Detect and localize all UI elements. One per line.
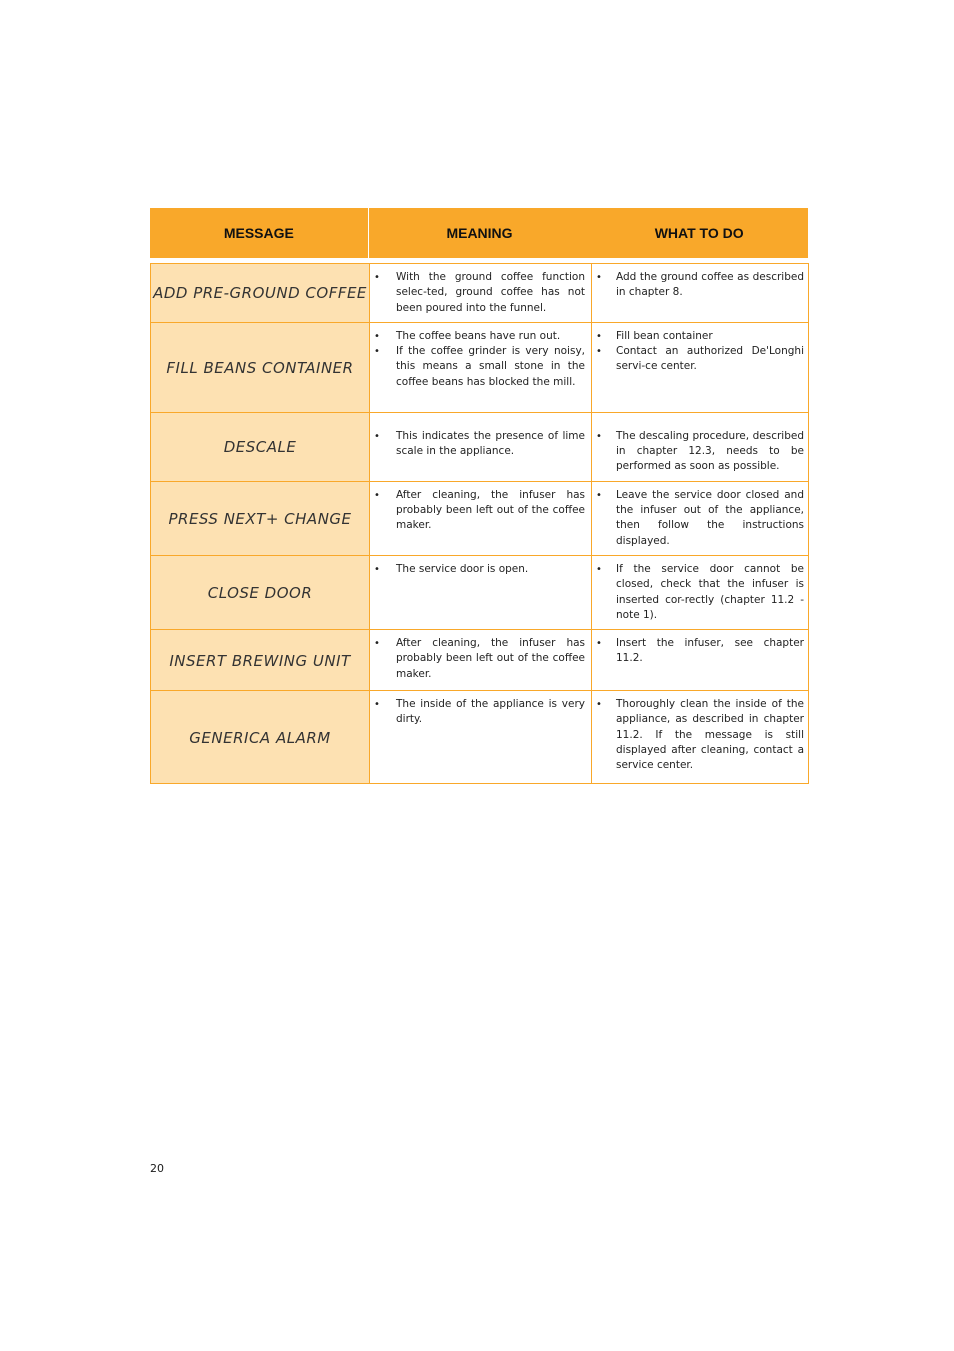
bullet-item: • Add the ground coffee as described in chapter 8. (592, 270, 804, 301)
display-message: ADD PRE-GROUND COFFEE (153, 284, 367, 303)
table-row (151, 264, 809, 323)
bullet-item: • If the service door cannot be closed, check that the infuser is inserted cor-rectly (chapter 11.2 - note 1). (592, 562, 804, 623)
display-message: DESCALE (223, 438, 297, 457)
bullet-list (592, 630, 808, 673)
message-cell (151, 481, 370, 555)
what-to-do-cell (592, 264, 809, 323)
bullet-list (592, 413, 808, 481)
display-message: GENERICA ALARM (189, 728, 331, 747)
meaning-cell (370, 264, 592, 323)
bullet-list (370, 630, 591, 688)
table-row (151, 481, 809, 555)
meaning-cell (370, 630, 592, 691)
meaning-cell (370, 691, 592, 784)
what-to-do-cell (592, 691, 809, 784)
bullet-list (592, 556, 808, 629)
table-row (151, 555, 809, 629)
meaning-cell (370, 322, 592, 412)
meaning-cell (370, 555, 592, 629)
table-row (151, 412, 809, 481)
bullet-item: • With the ground coffee function selec-ted, ground coffee has not been poured into the funnel. (370, 270, 585, 316)
message-cell (151, 691, 370, 784)
what-to-do-cell (592, 322, 809, 412)
bullet-item: • If the coffee grinder is very noisy, this means a small stone in the coffee beans has blocked the mill. (370, 344, 585, 390)
bullet-list (370, 691, 591, 734)
bullet-list (592, 482, 808, 555)
display-message: PRESS NEXT+ CHANGE (168, 509, 352, 528)
bullet-item: • Leave the service door closed and the infuser out of the appliance, then follow the instructions displayed. (592, 488, 804, 549)
table-header (150, 208, 808, 258)
bullet-item: • The inside of the appliance is very dirty. (370, 697, 585, 728)
bullet-list (370, 482, 591, 540)
page-number: 20 (150, 1162, 164, 1175)
bullet-item: • Thoroughly clean the inside of the appliance, as described in chapter 11.2. If the message is still displayed after cleaning, contact a service center. (592, 697, 804, 773)
bullet-list (592, 691, 808, 779)
bullet-item: • The service door is open. (370, 562, 585, 577)
bullet-list (370, 264, 591, 322)
table-row (151, 691, 809, 784)
bullet-list (592, 323, 808, 381)
bullet-item: • The descaling procedure, described in chapter 12.3, needs to be performed as soon as possible. (592, 429, 804, 475)
table-row (151, 630, 809, 691)
display-message: INSERT BREWING UNIT (169, 651, 351, 670)
what-to-do-cell (592, 481, 809, 555)
table-row (151, 322, 809, 412)
bullet-list (592, 264, 808, 307)
message-cell (151, 412, 370, 481)
bullet-item: • Fill bean container (592, 329, 804, 344)
bullet-list (370, 556, 591, 583)
display-message: FILL BEANS CONTAINER (166, 358, 354, 377)
bullet-item: • Contact an authorized De'Longhi servi-ce center. (592, 344, 804, 375)
header-message: MESSAGE (150, 208, 369, 258)
what-to-do-cell (592, 630, 809, 691)
meaning-cell (370, 412, 592, 481)
message-cell (151, 264, 370, 323)
meaning-cell (370, 481, 592, 555)
what-to-do-cell (592, 555, 809, 629)
message-cell (151, 322, 370, 412)
bullet-item: • After cleaning, the infuser has probably been left out of the coffee maker. (370, 636, 585, 682)
bullet-item: • This indicates the presence of lime scale in the appliance. (370, 429, 585, 460)
bullet-list (370, 323, 591, 396)
header-meaning: MEANING (446, 225, 513, 241)
bullet-item: • After cleaning, the infuser has probably been left out of the coffee maker. (370, 488, 585, 534)
display-message: CLOSE DOOR (207, 584, 313, 603)
bullet-item: • Insert the infuser, see chapter 11.2. (592, 636, 804, 667)
bullet-list (370, 413, 591, 466)
what-to-do-cell (592, 412, 809, 481)
alarm-table (150, 263, 809, 784)
message-cell (151, 630, 370, 691)
message-cell (151, 555, 370, 629)
header-what-to-do: WHAT TO DO (654, 225, 744, 241)
bullet-item: • The coffee beans have run out. (370, 329, 585, 344)
